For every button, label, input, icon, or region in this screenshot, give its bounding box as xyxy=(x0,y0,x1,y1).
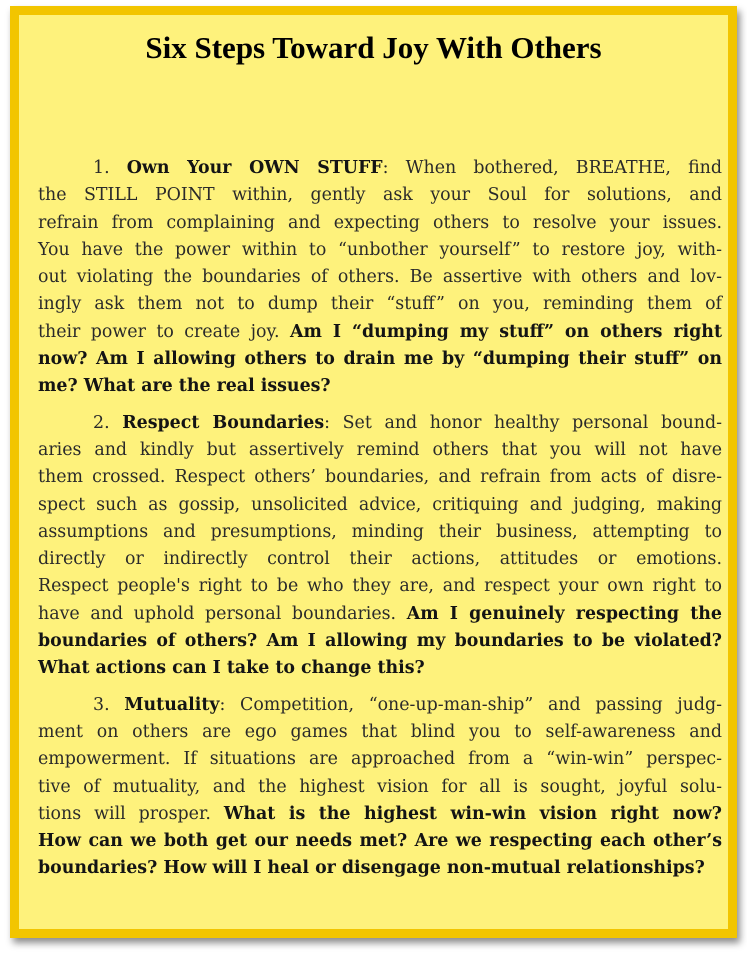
section-paragraph xyxy=(38,692,722,883)
bold-text: Respect Boundaries xyxy=(122,412,325,433)
body-text: ment on others are ego games that blind you to self-awareness and xyxy=(38,721,722,742)
paragraph-line xyxy=(38,573,722,600)
paragraph-line xyxy=(38,801,722,828)
bold-text: boundaries? How will I heal or disengage non-mutual relationships? xyxy=(38,858,705,879)
bold-text: Am I genuinely respecting the xyxy=(406,603,722,624)
body-text: their power to create joy. xyxy=(38,321,291,342)
bold-text: Own Your OWN STUFF xyxy=(126,158,383,178)
paragraph-line xyxy=(38,719,722,746)
paragraph-line xyxy=(38,774,722,801)
paragraph-line xyxy=(38,464,722,491)
paragraph-line xyxy=(38,492,722,519)
paragraph-line xyxy=(38,437,722,464)
body-text: out violating the boundaries of others. Be assertive with others and lov- xyxy=(38,267,722,288)
body-text: : Set and honor healthy personal bound- xyxy=(324,412,722,433)
body-text: 1. xyxy=(93,158,127,178)
bold-text: What actions can I take to change this? xyxy=(38,658,425,679)
paragraph-line xyxy=(38,410,722,437)
paragraph-line xyxy=(38,182,722,209)
body-text: aries and kindly but assertively remind others that you will not have xyxy=(38,439,722,460)
paragraph-line xyxy=(38,346,722,373)
body-text: spect such as gossip, unsolicited advice, critiquing and judging, making xyxy=(38,494,722,515)
paragraph-line xyxy=(38,828,722,855)
bold-text: How can we both get our needs met? Are we respecting each other’s xyxy=(38,831,722,852)
body-text: ingly ask them not to dump their “stuff” on you, reminding them of xyxy=(38,294,722,315)
paragraph-line xyxy=(38,601,722,628)
bold-text: boundaries of others? Am I allowing my boundaries to be violated? xyxy=(38,631,722,652)
body-text: empowerment. If situations are approached from a “win-win” perspec- xyxy=(38,749,722,770)
body-text: refrain from complaining and expecting others to resolve your issues. xyxy=(38,212,722,233)
paragraph-line xyxy=(38,746,722,773)
paragraph-line xyxy=(38,692,722,719)
bold-text: Mutuality xyxy=(124,694,220,715)
paragraph-line xyxy=(38,291,722,318)
bold-text: now? Am I allowing others to drain me by “dumping their stuff” on xyxy=(38,349,722,370)
paragraph-line xyxy=(38,155,722,182)
section-paragraph xyxy=(38,410,722,683)
paragraph-line xyxy=(38,628,722,655)
paragraph-line xyxy=(38,264,722,291)
body-text: have and uphold personal boundaries. xyxy=(38,603,407,624)
paragraph-line xyxy=(38,373,722,400)
body-text: : Competition, “one-up-man-ship” and passing judg- xyxy=(219,694,722,715)
bold-text: Am I “dumping my stuff” on others right xyxy=(290,321,722,342)
body-text: assumptions and presumptions, minding their business, attempting to xyxy=(38,521,722,542)
bold-text: me? What are the real issues? xyxy=(38,376,331,397)
body-text: tions will prosper. xyxy=(38,803,224,824)
paragraph-line xyxy=(38,519,722,546)
body-text: directly or indirectly control their actions, attitudes or emotions. xyxy=(38,549,722,570)
body-text: 2. xyxy=(93,412,123,433)
body-text: Respect people's right to be who they are, and respect your own right to xyxy=(38,576,722,597)
paragraph-line xyxy=(38,546,722,573)
paragraph-line xyxy=(38,210,722,237)
paragraph-line xyxy=(38,855,722,882)
bold-text: What is the highest win-win vision right now? xyxy=(223,803,722,824)
body-text: You have the power within to “unbother yourself” to restore joy, with- xyxy=(38,239,722,260)
body-text: tive of mutuality, and the highest vision for all is sought, joyful solu- xyxy=(38,776,722,797)
document-title: Six Steps Toward Joy With Others xyxy=(145,30,602,65)
paragraph-line xyxy=(38,319,722,346)
paragraph-line xyxy=(38,237,722,264)
body-text: : When bothered, BREATHE, find xyxy=(382,158,723,178)
paragraph-line xyxy=(38,655,722,682)
body-text: them crossed. Respect others’ boundaries, and refrain from acts of disre- xyxy=(38,467,722,488)
body-text: the STILL POINT within, gently ask your Soul for solutions, and xyxy=(38,185,722,206)
section-paragraph xyxy=(38,155,722,401)
document-body xyxy=(38,155,722,883)
document-frame xyxy=(10,6,737,938)
body-text: 3. xyxy=(93,694,125,715)
